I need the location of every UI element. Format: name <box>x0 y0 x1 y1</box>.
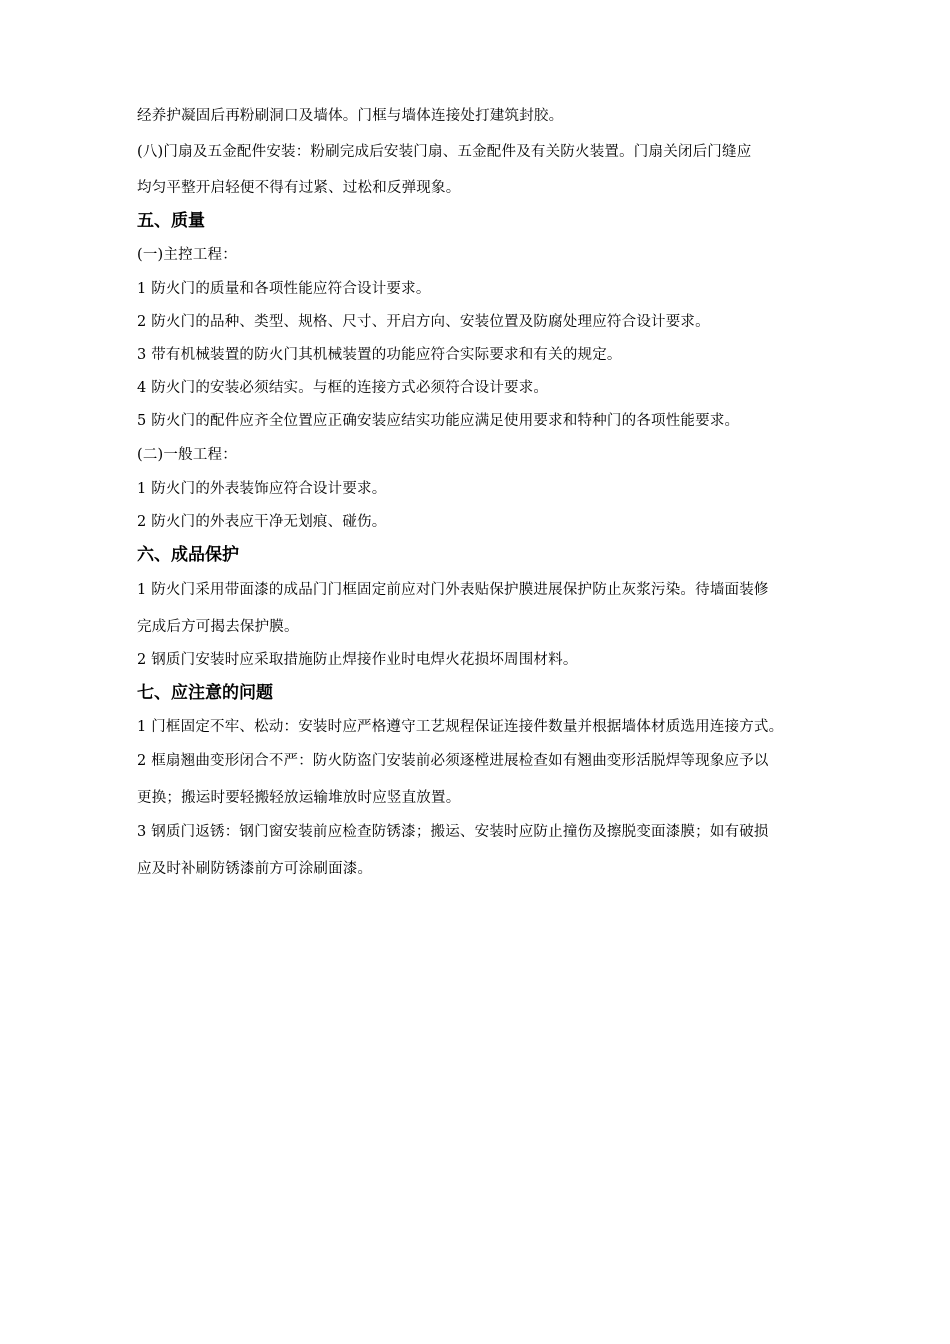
body-line: 经养护凝固后再粉刷洞口及墙体。门框与墙体连接处打建筑封胶。 <box>137 108 564 124</box>
body-line: 2 框扇翘曲变形闭合不严：防火防盗门安装前必须逐樘进展检查如有翘曲变形活脱焊等现象应予以 <box>137 753 769 769</box>
section-heading: 五、质量 <box>137 211 205 231</box>
list-item: 4 防火门的安装必须结实。与框的连接方式必须符合设计要求。 <box>137 380 549 396</box>
body-line: 应及时补刷防锈漆前方可涂刷面漆。 <box>137 861 373 877</box>
list-item: 2 防火门的外表应干净无划痕、碰伤。 <box>137 514 387 530</box>
list-item: 5 防火门的配件应齐全位置应正确安装应结实功能应满足使用要求和特种门的各项性能要求。 <box>137 413 740 429</box>
body-line: (八)门扇及五金配件安装：粉刷完成后安装门扇、五金配件及有关防火装置。门扇关闭后门缝应 <box>137 144 752 160</box>
section-heading: 七、应注意的问题 <box>137 683 273 703</box>
body-line: 更换；搬运时要轻搬轻放运输堆放时应竖直放置。 <box>137 790 461 806</box>
list-item: 1 防火门的外表装饰应符合设计要求。 <box>137 481 387 497</box>
subheading: (一)主控工程： <box>137 247 237 263</box>
body-line: 1 门框固定不牢、松动：安装时应严格遵守工艺规程保证连接件数量并根据墙体材质选用连接方式。 <box>137 719 784 735</box>
body-line: 2 钢质门安装时应采取措施防止焊接作业时电焊火花损坏周围材料。 <box>137 652 578 668</box>
list-item: 3 带有机械装置的防火门其机械装置的功能应符合实际要求和有关的规定。 <box>137 347 622 363</box>
subheading: (二)一般工程： <box>137 447 237 463</box>
body-line: 3 钢质门返锈：钢门窗安装前应检查防锈漆；搬运、安装时应防止撞伤及擦脱变面漆膜；如有破损 <box>137 824 769 840</box>
body-line: 1 防火门采用带面漆的成品门门框固定前应对门外表贴保护膜进展保护防止灰浆污染。待墙面装修 <box>137 582 769 598</box>
section-heading: 六、成品保护 <box>137 545 239 565</box>
body-line: 完成后方可揭去保护膜。 <box>137 619 299 635</box>
body-line: 均匀平整开启轻便不得有过紧、过松和反弹现象。 <box>137 180 461 196</box>
list-item: 1 防火门的质量和各项性能应符合设计要求。 <box>137 281 431 297</box>
list-item: 2 防火门的品种、类型、规格、尺寸、开启方向、安装位置及防腐处理应符合设计要求。 <box>137 314 710 330</box>
